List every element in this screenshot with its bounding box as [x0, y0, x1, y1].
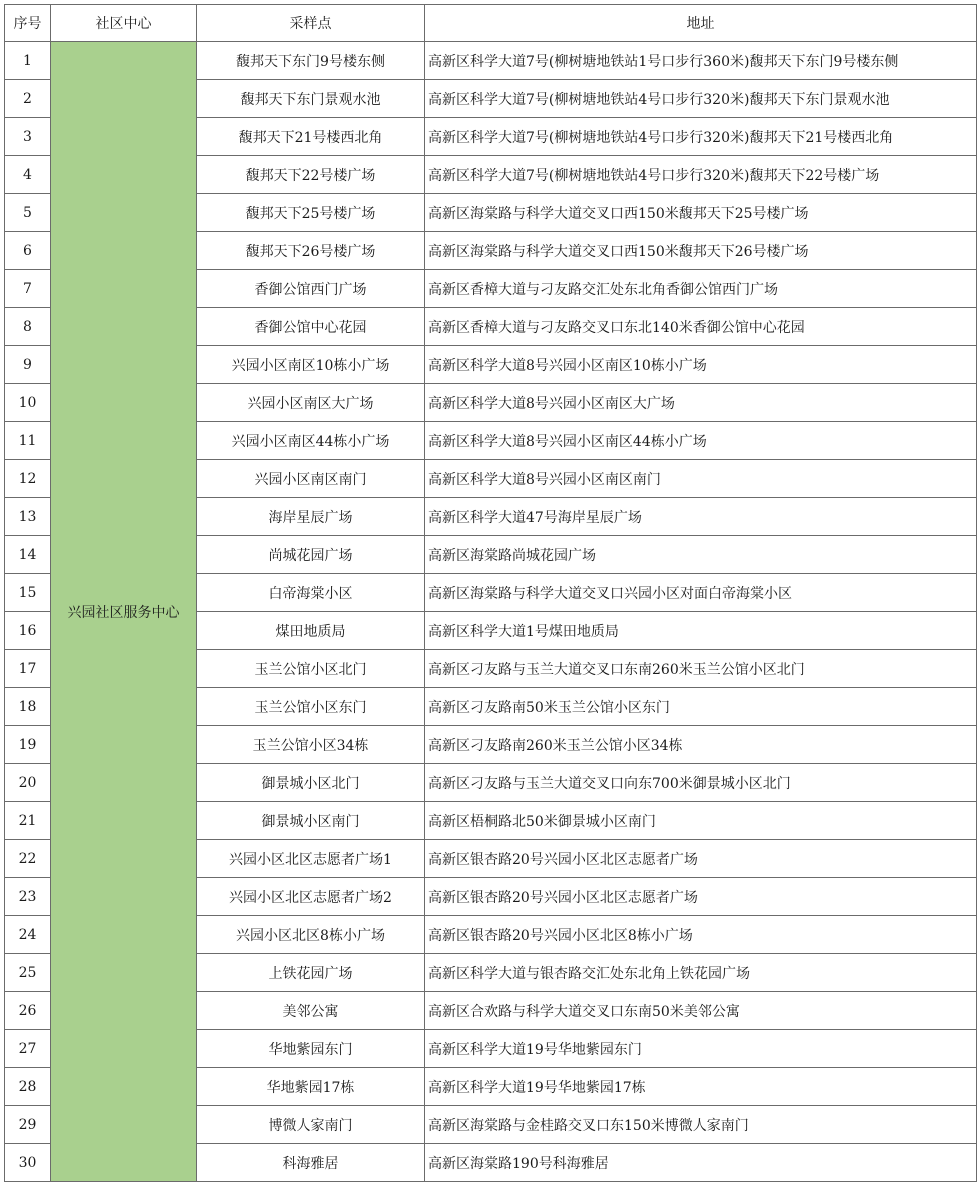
- row-address: 高新区科学大道47号海岸星辰广场: [425, 498, 977, 536]
- row-index: 28: [5, 1068, 51, 1106]
- row-site: 华地紫园17栋: [197, 1068, 425, 1106]
- row-site: 馥邦天下25号楼广场: [197, 194, 425, 232]
- row-index: 14: [5, 536, 51, 574]
- row-index: 5: [5, 194, 51, 232]
- row-index: 24: [5, 916, 51, 954]
- community-center-cell: 兴园社区服务中心: [51, 42, 197, 1182]
- row-site: 兴园小区北区8栋小广场: [197, 916, 425, 954]
- row-address: 高新区合欢路与科学大道交叉口东南50米美邻公寓: [425, 992, 977, 1030]
- row-address: 高新区梧桐路北50米御景城小区南门: [425, 802, 977, 840]
- row-index: 9: [5, 346, 51, 384]
- row-index: 25: [5, 954, 51, 992]
- row-index: 13: [5, 498, 51, 536]
- row-index: 30: [5, 1144, 51, 1182]
- row-site: 玉兰公馆小区34栋: [197, 726, 425, 764]
- row-site: 馥邦天下21号楼西北角: [197, 118, 425, 156]
- row-address: 高新区科学大道7号(柳树塘地铁站4号口步行320米)馥邦天下21号楼西北角: [425, 118, 977, 156]
- row-site: 馥邦天下东门9号楼东侧: [197, 42, 425, 80]
- row-site: 华地紫园东门: [197, 1030, 425, 1068]
- row-site: 馥邦天下东门景观水池: [197, 80, 425, 118]
- row-site: 兴园小区南区10栋小广场: [197, 346, 425, 384]
- row-index: 8: [5, 308, 51, 346]
- row-address: 高新区科学大道8号兴园小区南区10栋小广场: [425, 346, 977, 384]
- row-address: 高新区科学大道19号华地紫园17栋: [425, 1068, 977, 1106]
- row-index: 29: [5, 1106, 51, 1144]
- row-site: 兴园小区南区44栋小广场: [197, 422, 425, 460]
- row-site: 兴园小区南区南门: [197, 460, 425, 498]
- row-index: 4: [5, 156, 51, 194]
- row-site: 兴园小区北区志愿者广场2: [197, 878, 425, 916]
- row-site: 兴园小区北区志愿者广场1: [197, 840, 425, 878]
- row-index: 22: [5, 840, 51, 878]
- sampling-sites-table: [4, 4, 977, 1182]
- row-address: 高新区银杏路20号兴园小区北区志愿者广场: [425, 840, 977, 878]
- row-index: 3: [5, 118, 51, 156]
- row-address: 高新区科学大道8号兴园小区南区大广场: [425, 384, 977, 422]
- row-site: 香御公馆西门广场: [197, 270, 425, 308]
- row-address: 高新区海棠路与科学大道交叉口西150米馥邦天下25号楼广场: [425, 194, 977, 232]
- header-center: 社区中心: [51, 5, 197, 42]
- row-index: 10: [5, 384, 51, 422]
- row-site: 博微人家南门: [197, 1106, 425, 1144]
- row-site: 玉兰公馆小区东门: [197, 688, 425, 726]
- row-address: 高新区香樟大道与刁友路交叉口东北140米香御公馆中心花园: [425, 308, 977, 346]
- row-address: 高新区刁友路南50米玉兰公馆小区东门: [425, 688, 977, 726]
- row-site: 馥邦天下22号楼广场: [197, 156, 425, 194]
- row-site: 玉兰公馆小区北门: [197, 650, 425, 688]
- row-address: 高新区科学大道19号华地紫园东门: [425, 1030, 977, 1068]
- row-index: 17: [5, 650, 51, 688]
- row-index: 12: [5, 460, 51, 498]
- row-site: 御景城小区南门: [197, 802, 425, 840]
- row-index: 1: [5, 42, 51, 80]
- row-site: 香御公馆中心花园: [197, 308, 425, 346]
- table-body: [5, 42, 977, 1182]
- row-site: 御景城小区北门: [197, 764, 425, 802]
- row-site: 科海雅居: [197, 1144, 425, 1182]
- row-site: 美邻公寓: [197, 992, 425, 1030]
- row-site: 海岸星辰广场: [197, 498, 425, 536]
- row-address: 高新区海棠路与科学大道交叉口兴园小区对面白帝海棠小区: [425, 574, 977, 612]
- row-index: 7: [5, 270, 51, 308]
- row-site: 尚城花园广场: [197, 536, 425, 574]
- row-address: 高新区科学大道与银杏路交汇处东北角上铁花园广场: [425, 954, 977, 992]
- row-address: 高新区海棠路与科学大道交叉口西150米馥邦天下26号楼广场: [425, 232, 977, 270]
- row-address: 高新区刁友路与玉兰大道交叉口向东700米御景城小区北门: [425, 764, 977, 802]
- row-address: 高新区海棠路尚城花园广场: [425, 536, 977, 574]
- row-address: 高新区科学大道7号(柳树塘地铁站4号口步行320米)馥邦天下22号楼广场: [425, 156, 977, 194]
- row-index: 23: [5, 878, 51, 916]
- row-index: 26: [5, 992, 51, 1030]
- row-address: 高新区刁友路与玉兰大道交叉口东南260米玉兰公馆小区北门: [425, 650, 977, 688]
- table-row: [5, 42, 977, 80]
- row-site: 馥邦天下26号楼广场: [197, 232, 425, 270]
- row-site: 煤田地质局: [197, 612, 425, 650]
- row-address: 高新区科学大道1号煤田地质局: [425, 612, 977, 650]
- row-address: 高新区刁友路南260米玉兰公馆小区34栋: [425, 726, 977, 764]
- row-address: 高新区银杏路20号兴园小区北区8栋小广场: [425, 916, 977, 954]
- row-address: 高新区科学大道8号兴园小区南区南门: [425, 460, 977, 498]
- row-index: 19: [5, 726, 51, 764]
- row-index: 21: [5, 802, 51, 840]
- row-address: 高新区科学大道7号(柳树塘地铁站4号口步行320米)馥邦天下东门景观水池: [425, 80, 977, 118]
- row-address: 高新区海棠路190号科海雅居: [425, 1144, 977, 1182]
- header-index: 序号: [5, 5, 51, 42]
- row-address: 高新区科学大道7号(柳树塘地铁站1号口步行360米)馥邦天下东门9号楼东侧: [425, 42, 977, 80]
- row-index: 16: [5, 612, 51, 650]
- row-index: 6: [5, 232, 51, 270]
- row-index: 15: [5, 574, 51, 612]
- header-site: 采样点: [197, 5, 425, 42]
- row-index: 2: [5, 80, 51, 118]
- row-index: 18: [5, 688, 51, 726]
- header-row: [5, 5, 977, 42]
- row-address: 高新区银杏路20号兴园小区北区志愿者广场: [425, 878, 977, 916]
- row-address: 高新区海棠路与金桂路交叉口东150米博微人家南门: [425, 1106, 977, 1144]
- row-index: 20: [5, 764, 51, 802]
- row-address: 高新区香樟大道与刁友路交汇处东北角香御公馆西门广场: [425, 270, 977, 308]
- row-index: 27: [5, 1030, 51, 1068]
- row-address: 高新区科学大道8号兴园小区南区44栋小广场: [425, 422, 977, 460]
- row-site: 兴园小区南区大广场: [197, 384, 425, 422]
- row-index: 11: [5, 422, 51, 460]
- header-address: 地址: [425, 5, 977, 42]
- row-site: 白帝海棠小区: [197, 574, 425, 612]
- row-site: 上铁花园广场: [197, 954, 425, 992]
